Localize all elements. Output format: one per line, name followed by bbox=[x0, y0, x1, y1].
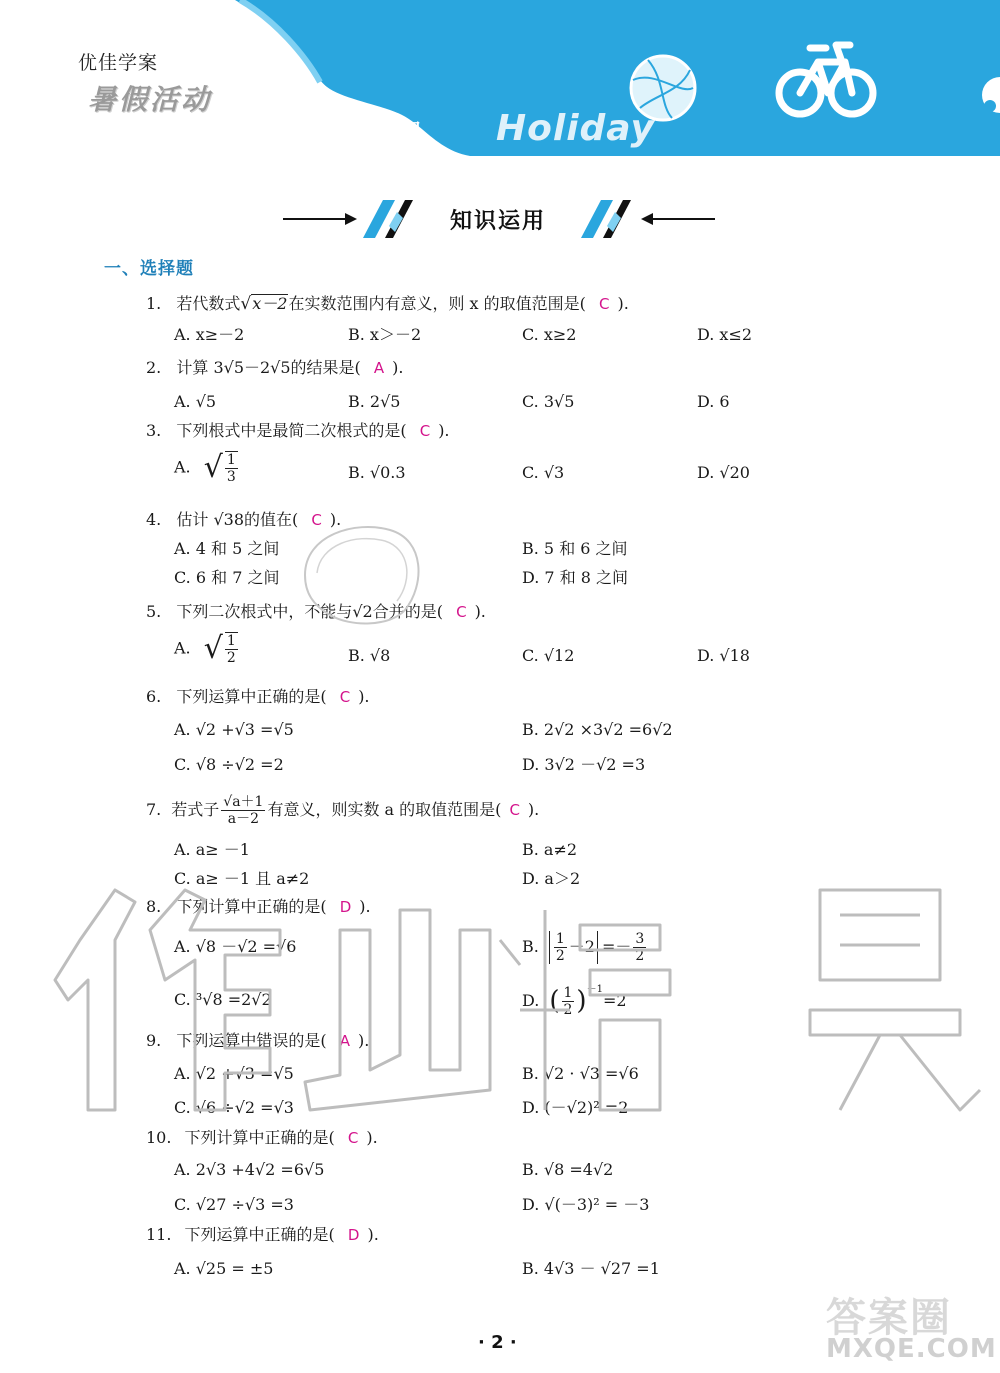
option-a: A. √8 －√2 =√6 bbox=[174, 937, 297, 956]
question-9 bbox=[146, 1031, 369, 1051]
option-a: A. a≥ －1 bbox=[174, 840, 250, 859]
paren-close: ). bbox=[366, 1128, 378, 1147]
expression: =2 bbox=[602, 991, 627, 1010]
answer-mark: C bbox=[339, 688, 351, 706]
expression: －2 bbox=[568, 937, 595, 956]
answer-mark: C bbox=[509, 801, 520, 819]
question-text: 若代数式 bbox=[176, 294, 241, 313]
fraction-denominator: 2 bbox=[563, 1001, 573, 1018]
corner-watermark-text: 答案圈 bbox=[826, 1295, 952, 1341]
fraction-denominator: a－2 bbox=[227, 810, 259, 827]
question-text: 若式子 bbox=[171, 800, 220, 819]
fraction-numerator: 1 bbox=[226, 633, 236, 649]
question-8 bbox=[146, 897, 371, 917]
slash-decoration-left bbox=[363, 200, 413, 238]
option-b: B. $\frac{1}{2}$ －2 =－ $\frac{3}{2}$ bbox=[522, 930, 645, 964]
question-10 bbox=[146, 1128, 378, 1148]
answer-mark: C bbox=[419, 422, 431, 440]
part-title: 一、选择题 bbox=[104, 259, 194, 279]
option-label: A. bbox=[174, 457, 191, 477]
answer-mark: D bbox=[347, 1226, 360, 1244]
brand-name: 优佳学案 bbox=[78, 52, 159, 74]
question-text: 下列计算中正确的是( bbox=[176, 897, 327, 916]
option-c: C. √6 ÷√2 =√3 bbox=[174, 1098, 294, 1117]
answer-mark: A bbox=[339, 1032, 350, 1050]
option-d: D. √20 bbox=[697, 463, 750, 482]
fraction-denominator: 2 bbox=[226, 650, 236, 666]
option-d: D. (－√2)² =2 bbox=[522, 1098, 629, 1117]
option-a: A. 4 和 5 之间 bbox=[174, 539, 280, 558]
fraction-numerator: √a＋1 bbox=[223, 793, 264, 810]
brand-subtitle: 暑假活动 bbox=[88, 83, 213, 116]
question-text: 下列运算中正确的是( bbox=[176, 687, 327, 706]
option-label: B. bbox=[522, 937, 539, 956]
option-b: B. a≠2 bbox=[522, 840, 578, 859]
answer-mark: C bbox=[456, 603, 467, 621]
option-d: D. 6 bbox=[697, 392, 730, 411]
option-c: C. ³√8 =2√2 bbox=[174, 990, 272, 1009]
corner-watermark-url: MXQE.COM bbox=[826, 1334, 997, 1364]
paren-close: ). bbox=[617, 294, 629, 313]
option-a: A. √ $\frac{1}{2}$ bbox=[174, 631, 236, 666]
option-b: B. 5 和 6 之间 bbox=[522, 539, 628, 558]
option-c: C. 3√5 bbox=[522, 392, 575, 411]
fraction-denominator: 2 bbox=[555, 947, 565, 964]
fraction-denominator: 2 bbox=[635, 947, 645, 964]
option-a: A. 2√3 +4√2 =6√5 bbox=[174, 1160, 325, 1179]
option-b: B. 4√3 － √27 =1 bbox=[522, 1259, 660, 1278]
option-c: C. √8 ÷√2 =2 bbox=[174, 755, 284, 774]
holiday-text: Holiday bbox=[496, 108, 655, 149]
option-b: B. √2 · √3 =√6 bbox=[522, 1064, 639, 1083]
paren-close: ). bbox=[367, 1225, 379, 1244]
question-text: 计算 3√5－2√5的结果是( bbox=[176, 358, 361, 377]
question-1: 1. 若代数式√x－2在实数范围内有意义，则 x 的取值范围是( C ). bbox=[146, 294, 629, 314]
paren-close: ). bbox=[527, 800, 540, 819]
question-number: 7. bbox=[146, 800, 162, 819]
question-number: 3. bbox=[146, 421, 162, 440]
option-a: A. √ $\frac{1}{3}$ bbox=[174, 450, 236, 485]
option-b: B. 2√2 ×3√2 =6√2 bbox=[522, 720, 673, 739]
question-text: 有意义，则实数 a 的取值范围是( bbox=[267, 800, 502, 819]
question-text: 在实数范围内有意义，则 x 的取值范围是( bbox=[288, 294, 586, 313]
option-c: C. 6 和 7 之间 bbox=[174, 568, 280, 587]
option-a: A. √25 = ±5 bbox=[174, 1259, 274, 1278]
question-number: 1. bbox=[146, 294, 162, 313]
option-a: A. x≥－2 bbox=[174, 325, 245, 344]
question-text: 下列运算中正确的是( bbox=[184, 1225, 335, 1244]
option-d: D. 7 和 8 之间 bbox=[522, 568, 629, 587]
question-number: 9. bbox=[146, 1031, 162, 1050]
paren-close: ). bbox=[358, 687, 370, 706]
date-label: 月日 bbox=[352, 120, 456, 141]
question-number: 10. bbox=[146, 1128, 172, 1147]
question-6 bbox=[146, 687, 370, 707]
question-number: 6. bbox=[146, 687, 162, 706]
question-11 bbox=[146, 1225, 379, 1245]
paren-close: ). bbox=[357, 1031, 370, 1050]
option-a: A. √5 bbox=[174, 392, 217, 411]
paren-close: ). bbox=[438, 421, 450, 440]
right-arrow-icon bbox=[283, 213, 357, 225]
question-text: 下列根式中是最简二次根式的是( bbox=[176, 421, 407, 440]
question-2 bbox=[146, 358, 404, 378]
question-5 bbox=[146, 602, 486, 622]
option-a: A. √2 +√3 =√5 bbox=[174, 1064, 294, 1083]
question-number: 5. bbox=[146, 602, 162, 621]
option-c: C. a≥ －1 且 a≠2 bbox=[174, 869, 310, 888]
question-number: 11. bbox=[146, 1225, 172, 1244]
option-c: C. x≥2 bbox=[522, 325, 577, 344]
option-b: B. 2√5 bbox=[348, 392, 401, 411]
question-text: 估计 √38的值在( bbox=[176, 510, 299, 529]
fraction-numerator: 1 bbox=[563, 984, 573, 1001]
radicand: x－2 bbox=[252, 294, 288, 313]
option-d: D. √(－3)² = －3 bbox=[522, 1195, 650, 1214]
option-b: B. √8 =4√2 bbox=[522, 1160, 614, 1179]
fraction-denominator: 3 bbox=[226, 469, 236, 485]
paren-close: ). bbox=[359, 897, 371, 916]
option-c: C. √3 bbox=[522, 463, 565, 482]
question-text: 下列二次根式中，不能与√2合并的是( bbox=[176, 602, 443, 621]
answer-mark: D bbox=[339, 898, 352, 916]
option-d: D. a＞2 bbox=[522, 869, 581, 888]
answer-mark: C bbox=[598, 295, 610, 313]
option-b: B. √8 bbox=[348, 646, 391, 665]
option-label: A. bbox=[174, 638, 191, 658]
slash-decoration-right bbox=[581, 200, 631, 238]
question-number: 8. bbox=[146, 897, 162, 916]
option-d: D. √18 bbox=[697, 646, 750, 665]
question-3 bbox=[146, 421, 450, 441]
answer-mark: C bbox=[311, 511, 322, 529]
absolute-value bbox=[549, 931, 598, 964]
option-label: D. bbox=[522, 991, 540, 1010]
question-text: 下列运算中错误的是( bbox=[176, 1031, 327, 1050]
answer-mark: C bbox=[347, 1129, 359, 1147]
option-a: A. √2 +√3 =√5 bbox=[174, 720, 294, 739]
paren-close: ). bbox=[474, 602, 486, 621]
section-title: 知识运用 bbox=[450, 209, 547, 234]
question-4 bbox=[146, 510, 341, 530]
fraction-numerator: 3 bbox=[635, 930, 645, 947]
option-b: B. x＞－2 bbox=[348, 325, 422, 344]
question-text: 下列计算中正确的是( bbox=[184, 1128, 335, 1147]
page-number: · 2 · bbox=[478, 1332, 517, 1353]
option-d: D. ( $\frac{1}{2}$ ) －1 =2 bbox=[522, 984, 627, 1018]
paren-close: ). bbox=[392, 358, 404, 377]
option-d: D. 3√2 －√2 =3 bbox=[522, 755, 646, 774]
option-c: C. √27 ÷√3 =3 bbox=[174, 1195, 294, 1214]
option-b: B. √0.3 bbox=[348, 463, 406, 482]
answer-mark: A bbox=[373, 359, 385, 377]
question-number: 2. bbox=[146, 358, 162, 377]
option-d: D. x≤2 bbox=[697, 325, 753, 344]
fraction-numerator: 1 bbox=[555, 930, 565, 947]
paren-close: ). bbox=[329, 510, 342, 529]
question-number: 4. bbox=[146, 510, 162, 529]
option-c: C. √12 bbox=[522, 646, 575, 665]
left-arrow-icon bbox=[641, 213, 715, 225]
fraction-numerator: 1 bbox=[226, 452, 236, 468]
question-7 bbox=[146, 788, 539, 832]
